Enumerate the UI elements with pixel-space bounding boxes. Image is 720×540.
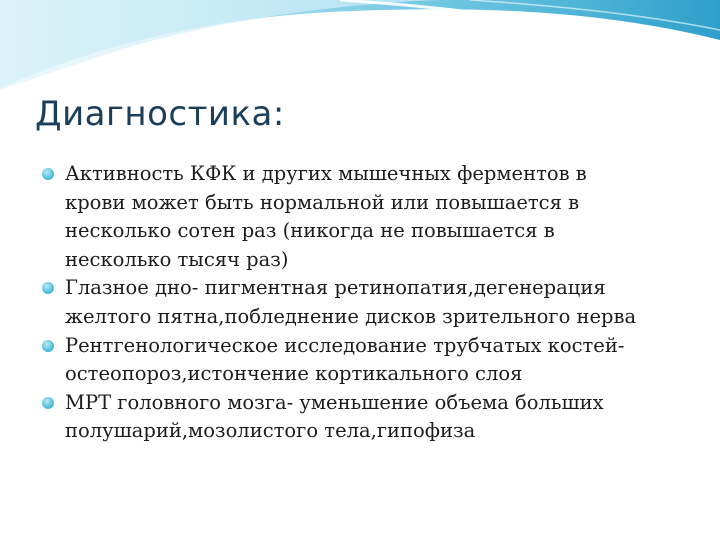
bullet-text-line: Активность КФК и других мышечных ферментов в: [65, 162, 587, 185]
bullet-item: [42, 332, 714, 389]
bullet-text-line: несколько сотен раз (никогда не повышается в: [65, 219, 555, 243]
bullet-dot-icon: [42, 168, 54, 180]
bullet-text-line: МРТ головного мозга- уменьшение объема больших: [65, 390, 604, 414]
bullet-dot-icon: [42, 397, 54, 409]
bullet-item: [42, 160, 714, 274]
bullet-dot-icon: [42, 282, 54, 294]
bullet-item: [42, 274, 714, 331]
bullet-dot-icon: [42, 340, 54, 352]
bullet-text-line: Рентгенологическое исследование трубчатых костей-: [65, 333, 625, 357]
bullet-text-line: желтого пятна,побледнение дисков зрительного нерва: [65, 304, 637, 328]
slide-title: Диагностика:: [35, 94, 285, 134]
bullet-item: [42, 389, 714, 446]
bullet-list: [42, 160, 714, 446]
bullet-text-line: Глазное дно- пигментная ретинопатия,дегенерация: [65, 276, 606, 300]
bullet-text-line: несколько тысяч раз): [65, 247, 289, 271]
bullet-text-line: крови может быть нормальной или повышается в: [65, 190, 580, 214]
bullet-text-line: полушарий,мозолистого тела,гипофиза: [65, 419, 476, 443]
bullet-text-line: остеопороз,истончение кортикального слоя: [65, 362, 523, 386]
header-wave-decoration: [0, 0, 720, 100]
